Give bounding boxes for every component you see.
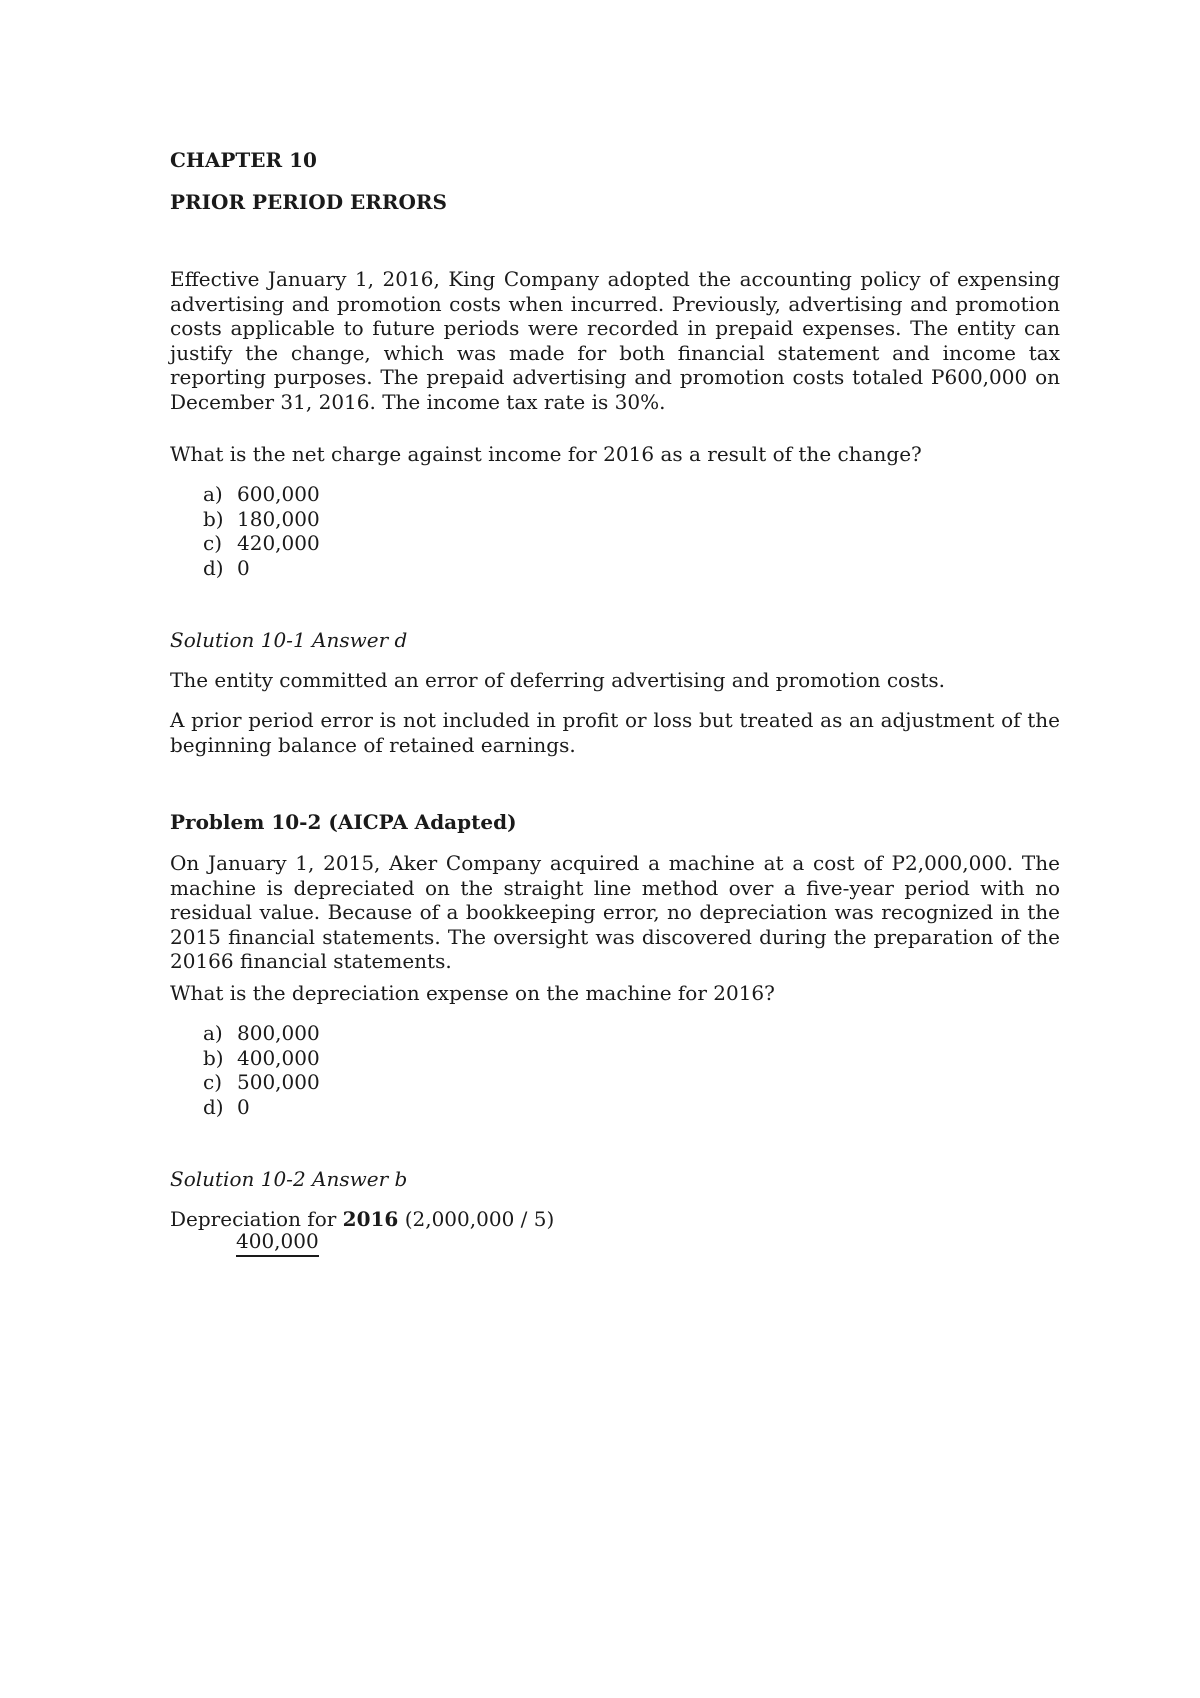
problem-2-options: [203, 1021, 320, 1119]
problem-1-text: Effective January 1, 2016, King Company adopted the accounting policy of expensing advertising and promotion costs when incurred. Previously, advertising and promotion costs applicable to future periods were recorded in prepaid expenses. The entity can justify the change, which was made for both financial statement and income tax reporting purposes. The prepaid advertising and promotion costs totaled P600,000 on December 31, 2016. The income tax rate is 30%.: [170, 267, 1060, 414]
problem-1-option-c: c) 420,000: [203, 531, 320, 555]
chapter-label: CHAPTER 10: [170, 148, 317, 172]
solution-1-title: Solution 10-1 Answer d: [170, 628, 408, 652]
problem-1-option-b: b) 180,000: [203, 506, 320, 531]
problem-2-text: On January 1, 2015, Aker Company acquired a machine at a cost of P2,000,000. The machine is depreciated on the straight line method over a five-year period with no residual value. Because of a bookkeeping error, no depreciation was recognized in the 2015 financial statements. The oversight was discovered during the preparation of the 20166 financial statements.: [170, 851, 1060, 973]
problem-2-option-b: b) 400,000: [203, 1045, 320, 1070]
solution-1-line-2: A prior period error is not included in profit or loss but treated as an adjustment of the beginning balance of retained earnings.: [170, 708, 1060, 757]
solution-2-title: Solution 10-2 Answer b: [170, 1167, 408, 1191]
problem-2-option-d: d) 0: [203, 1094, 250, 1119]
problem-2-option-c: c) 500,000: [203, 1070, 320, 1094]
solution-1-line-1: The entity committed an error of deferring advertising and promotion costs.: [170, 668, 946, 692]
solution-2-computation: Depreciation for 2016 (2,000,000 / 5): [170, 1207, 555, 1231]
solution-2-result: 400,000: [236, 1229, 319, 1257]
problem-2-option-a: a) 800,000: [203, 1021, 320, 1045]
chapter-title: PRIOR PERIOD ERRORS: [170, 190, 447, 214]
problem-1-option-d: d) 0: [203, 555, 250, 580]
problem-1-question: What is the net charge against income for 2016 as a result of the change?: [170, 442, 922, 466]
problem-2-question: What is the depreciation expense on the machine for 2016?: [170, 981, 775, 1005]
problem-2-title: Problem 10-2 (AICPA Adapted): [170, 810, 517, 834]
problem-1-option-a: a) 600,000: [203, 482, 320, 506]
problem-1-options: [203, 482, 320, 580]
